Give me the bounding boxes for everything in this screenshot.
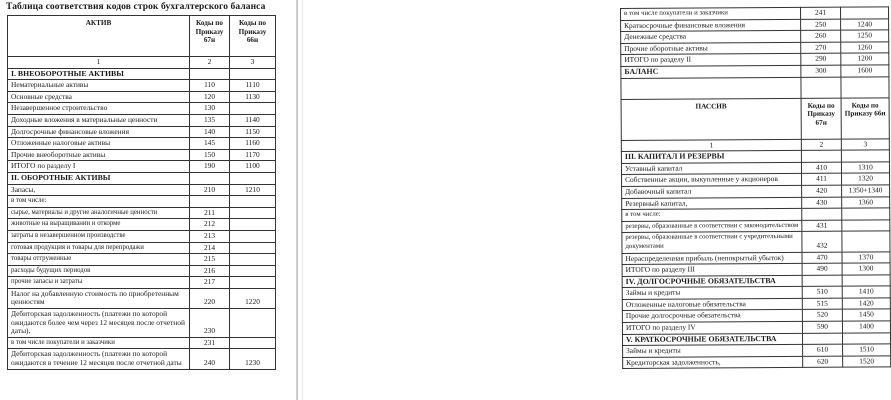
line-item-label: прочие запасы и затраты — [8, 277, 190, 289]
header-code-67n: Коды по Приказу 67н — [190, 16, 230, 57]
line-item-label: затраты в незавершенном производстве — [8, 230, 190, 242]
line-item-label: товары отгруженные — [8, 254, 190, 266]
line-item-label: Краткосрочные финансовые вложения — [621, 19, 801, 32]
right-page — [300, 0, 886, 400]
code-67n: 250 — [801, 19, 841, 31]
table-row — [8, 219, 276, 231]
line-item-label: резервы, образованные в соответствии с законодательством — [622, 220, 802, 233]
code-66n — [230, 230, 276, 242]
code-66n: 1420 — [842, 298, 890, 310]
line-item-label: Резервный капитал, — [622, 197, 802, 210]
code-66n — [230, 207, 276, 219]
line-item-label: ИТОГО по разделу III — [622, 263, 802, 276]
code-67n: 216 — [190, 265, 230, 277]
code-67n — [802, 333, 842, 345]
column-number: 3 — [841, 138, 889, 150]
code-67n: 140 — [190, 126, 230, 138]
line-item-label: БАЛАНС — [621, 65, 801, 78]
code-67n: 217 — [190, 277, 230, 289]
code-66n — [842, 275, 890, 287]
code-67n: 110 — [190, 80, 230, 92]
table-row — [8, 254, 276, 266]
table-row — [8, 149, 276, 161]
code-66n: 1520 — [843, 356, 891, 368]
code-67n: 430 — [802, 197, 842, 209]
code-66n: 1210 — [230, 184, 276, 196]
code-66n — [842, 220, 890, 232]
line-item-label: ИТОГО по разделу I — [8, 161, 190, 173]
section-header-row — [8, 68, 276, 80]
line-item-label: Добавочный капитал — [622, 185, 802, 198]
code-67n: 241 — [800, 7, 840, 19]
table-row — [8, 126, 276, 138]
code-66n: 1450 — [842, 309, 890, 321]
line-item-label: Кредиторская задолженность, — [623, 356, 803, 369]
table-row — [8, 207, 276, 219]
code-67n: 610 — [803, 344, 843, 356]
table-row — [623, 356, 891, 369]
code-66n: 1200 — [841, 53, 889, 65]
code-66n: 1170 — [230, 149, 276, 161]
line-item-label: Отложенные налоговые обязательства — [622, 298, 802, 311]
column-number: 1 — [8, 57, 190, 69]
code-66n — [230, 68, 276, 80]
header-assets: АКТИВ — [8, 16, 190, 57]
code-67n — [190, 68, 230, 80]
line-item-label: Основные средства — [8, 91, 190, 103]
code-67n — [801, 150, 841, 162]
code-67n — [190, 196, 230, 208]
code-66n: 1130 — [230, 91, 276, 103]
code-66n — [230, 219, 276, 231]
line-item-label: в том числе: — [622, 209, 802, 222]
line-item-label: Незавершенное строительство — [8, 103, 190, 115]
line-item-label: животные на выращивании и откорме — [8, 219, 190, 231]
code-67n: 515 — [802, 298, 842, 310]
code-67n: 260 — [801, 30, 841, 42]
code-67n: 420 — [802, 185, 842, 197]
code-66n — [230, 172, 276, 184]
line-item-label: Дебиторская задолженность (платежи по которой ожидаются более чем через 12 месяцев после отчетной даты), — [8, 309, 190, 338]
code-66n: 1410 — [842, 286, 890, 298]
table-row — [8, 337, 276, 349]
line-item-label: Прочие оборотные активы — [621, 42, 801, 55]
code-67n: 490 — [802, 263, 842, 275]
table-row — [8, 288, 276, 308]
code-66n — [230, 254, 276, 266]
code-66n: 1150 — [230, 126, 276, 138]
table-header — [621, 97, 889, 140]
column-number: 2 — [801, 139, 841, 151]
code-67n: 240 — [190, 349, 230, 369]
code-66n — [230, 337, 276, 349]
code-66n: 1250 — [841, 30, 889, 42]
table-row — [8, 349, 276, 369]
line-item-label: V. КРАТКОСРОЧНЫЕ ОБЯЗАТЕЛЬСТВА — [622, 333, 802, 346]
line-item-label: Уставный капитал — [621, 162, 801, 175]
line-item-label: Прочие внеоборотные активы — [8, 149, 190, 161]
code-66n — [842, 231, 890, 251]
code-66n: 1400 — [842, 321, 890, 333]
liabilities-table-body — [621, 150, 890, 369]
code-66n: 1370 — [842, 251, 890, 263]
table-row — [8, 80, 276, 92]
code-66n — [230, 277, 276, 289]
code-67n: 300 — [801, 65, 841, 77]
code-67n: 410 — [801, 162, 841, 174]
code-66n: 1230 — [230, 349, 276, 369]
table-row — [8, 161, 276, 173]
line-item-label: III. КАПИТАЛ И РЕЗЕРВЫ — [621, 151, 801, 164]
code-67n: 230 — [190, 309, 230, 338]
code-67n: 120 — [190, 91, 230, 103]
code-66n: 1310 — [841, 162, 889, 174]
code-67n: 231 — [190, 337, 230, 349]
line-item-label: резервы, образованные в соответствии с учредительными документами — [622, 232, 802, 253]
code-67n: 213 — [190, 230, 230, 242]
column-numbers-row — [8, 57, 276, 69]
line-item-label: Займы и кредиты — [623, 345, 803, 358]
code-66n: 1300 — [842, 263, 890, 275]
code-67n: 130 — [190, 103, 230, 115]
section-header-row — [8, 172, 276, 184]
code-66n — [230, 265, 276, 277]
header-code-67n: Коды по Приказу 67н — [801, 98, 841, 139]
code-67n: 212 — [190, 219, 230, 231]
code-66n: 1140 — [230, 114, 276, 126]
page-gutter — [296, 0, 298, 400]
line-item-label: II. ОБОРОТНЫЕ АКТИВЫ — [8, 172, 190, 184]
code-67n: 214 — [190, 242, 230, 254]
table-header — [8, 16, 276, 57]
code-66n — [230, 309, 276, 338]
code-66n — [230, 242, 276, 254]
code-67n — [802, 275, 842, 287]
liabilities-table — [620, 6, 891, 369]
code-67n: 190 — [190, 161, 230, 173]
code-66n: 1100 — [230, 161, 276, 173]
code-67n: 520 — [802, 310, 842, 322]
table-row — [8, 91, 276, 103]
table-row — [8, 242, 276, 254]
code-66n: 1600 — [841, 65, 889, 77]
code-67n: 431 — [802, 220, 842, 232]
line-item-label: ИТОГО по разделу IV — [622, 321, 802, 334]
code-67n: 215 — [190, 254, 230, 266]
line-item-label: Запасы, — [8, 184, 190, 196]
code-67n: 135 — [190, 114, 230, 126]
assets-continued-body — [621, 7, 889, 78]
document-title: Таблица соответствия кодов строк бухгалтерского баланса — [6, 2, 266, 12]
code-67n: 150 — [190, 149, 230, 161]
table-row — [8, 103, 276, 115]
code-66n: 1350+1340 — [842, 185, 890, 197]
column-number: 1 — [621, 139, 801, 152]
table-row — [8, 196, 276, 208]
assets-table-body — [8, 68, 276, 369]
code-67n: 211 — [190, 207, 230, 219]
code-66n: 1240 — [841, 18, 889, 30]
code-67n: 145 — [190, 138, 230, 150]
line-item-label: Прочие долгосрочные обязательства — [622, 310, 802, 323]
code-67n: 620 — [803, 356, 843, 368]
line-item-label: Дебиторская задолженность (платежи по которой ожидаются в течение 12 месяцев после отчетной даты — [8, 349, 190, 369]
code-67n: 220 — [190, 288, 230, 308]
line-item-label: Займы и кредиты — [622, 287, 802, 300]
line-item-label: расходы будущих периодов — [8, 265, 190, 277]
code-66n: 1160 — [230, 138, 276, 150]
code-67n — [190, 172, 230, 184]
table-row — [8, 277, 276, 289]
code-66n: 1110 — [230, 80, 276, 92]
left-page — [0, 0, 300, 400]
table-row — [622, 231, 890, 253]
table-row — [8, 138, 276, 150]
code-66n — [230, 196, 276, 208]
header-liabilities: ПАССИВ — [621, 98, 801, 140]
line-item-label: Долгосрочные финансовые вложения — [8, 126, 190, 138]
code-66n: 1220 — [230, 288, 276, 308]
table-row — [8, 184, 276, 196]
table-row — [8, 265, 276, 277]
code-67n: 210 — [190, 184, 230, 196]
column-number: 3 — [230, 57, 276, 69]
assets-table — [7, 15, 276, 370]
code-67n: 432 — [802, 231, 842, 251]
line-item-label: Денежные средства — [621, 31, 801, 44]
table-row — [8, 230, 276, 242]
line-item-label: Собственные акции, выкупленные у акционеров — [622, 174, 802, 187]
column-number: 2 — [190, 57, 230, 69]
code-66n: 1260 — [841, 42, 889, 54]
code-67n: 411 — [802, 173, 842, 185]
line-item-label: Налог на добавленную стоимость по приобретенным ценностям — [8, 288, 190, 308]
code-66n — [840, 7, 888, 19]
code-66n — [842, 208, 890, 220]
table-row — [8, 114, 276, 126]
code-67n: 270 — [801, 42, 841, 54]
line-item-label: Нераспределенная прибыль (непокрытый убыток) — [622, 252, 802, 265]
code-66n: 1360 — [842, 196, 890, 208]
line-item-label: Отложенные налоговые активы — [8, 138, 190, 150]
line-item-label: в том числе: — [8, 196, 190, 208]
table-row — [8, 309, 276, 338]
code-67n: 510 — [802, 286, 842, 298]
code-66n — [230, 103, 276, 115]
code-66n — [841, 150, 889, 162]
line-item-label: Доходные вложения в материальные ценности — [8, 114, 190, 126]
spacer-row — [621, 76, 889, 99]
line-item-label: IV. ДОЛГОСРОЧНЫЕ ОБЯЗАТЕЛЬСТВА — [622, 275, 802, 288]
line-item-label: в том числе покупатели и заказчики — [8, 337, 190, 349]
code-67n: 470 — [802, 252, 842, 264]
line-item-label: I. ВНЕОБОРОТНЫЕ АКТИВЫ — [8, 68, 190, 80]
code-67n: 290 — [801, 54, 841, 66]
code-67n: 590 — [802, 321, 842, 333]
line-item-label: готовая продукция и товары для перепродажи — [8, 242, 190, 254]
line-item-label: ИТОГО по разделу II — [621, 54, 801, 67]
code-66n: 1320 — [842, 173, 890, 185]
code-66n — [842, 333, 890, 345]
line-item-label: сырье, материалы и другие аналогичные ценности — [8, 207, 190, 219]
header-code-66n: Коды по Приказу 66н — [230, 16, 276, 57]
code-67n — [802, 208, 842, 220]
code-66n: 1510 — [843, 344, 891, 356]
header-code-66n: Коды по Приказу 66н — [841, 97, 889, 138]
line-item-label: Нематериальные активы — [8, 80, 190, 92]
line-item-label: в том числе покупатели и заказчики — [621, 7, 801, 20]
